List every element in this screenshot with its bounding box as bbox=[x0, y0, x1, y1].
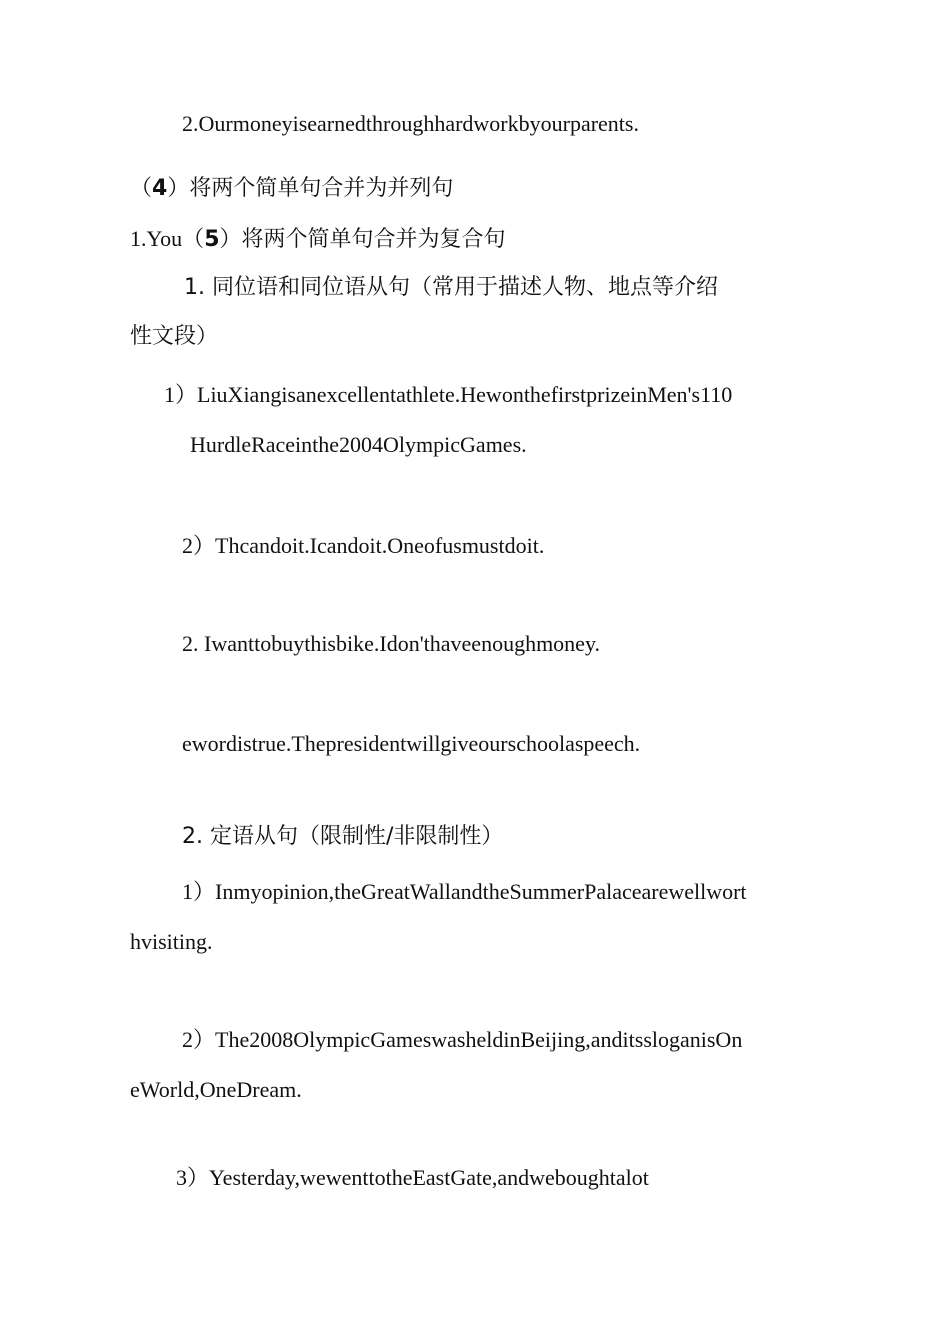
subheading-attributive: 2. 定语从句（限制性/非限制性） bbox=[182, 824, 504, 849]
heading-4-number: 4 bbox=[152, 176, 168, 201]
text-line-liuxiang-cont: HurdleRaceinthe2004OlympicGames. bbox=[190, 432, 527, 457]
heading-4 bbox=[130, 178, 453, 200]
heading-5-text: ）将两个简单句合并为复合句 bbox=[219, 227, 506, 252]
text-line-liuxiang: 1）LiuXiangisanexcellentathlete.HewonthefirstprizeinMen's110 bbox=[164, 382, 733, 407]
heading-4-text: ）将两个简单句合并为并列句 bbox=[167, 176, 454, 201]
subheading-appositive-cont: 性文段） bbox=[130, 324, 219, 349]
text-line-greatwall-cont: hvisiting. bbox=[130, 929, 213, 954]
text-line-bike: 2. Iwanttobuythisbike.Idon'thaveenoughmoney. bbox=[182, 631, 601, 656]
text-line-candoit: 2）Thcandoit.Icandoit.Oneofusmustdoit. bbox=[182, 533, 545, 558]
heading-5-number: 5 bbox=[204, 227, 220, 252]
text-line-greatwall: 1）Inmyopinion,theGreatWallandtheSummerPalacearewellwort bbox=[182, 879, 747, 904]
heading-5-prefix: 1.You（ bbox=[130, 226, 205, 251]
text-line-olympic-cont: eWorld,OneDream. bbox=[130, 1077, 302, 1102]
text-line-eastgate: 3）Yesterday,wewenttotheEastGate,andweboughtalot bbox=[176, 1165, 649, 1190]
subheading-appositive: 1. 同位语和同位语从句（常用于描述人物、地点等介绍 bbox=[184, 275, 718, 300]
heading-5 bbox=[130, 228, 506, 251]
text-line-1: 2.Ourmoneyisearnedthroughhardworkbyourparents. bbox=[182, 111, 639, 136]
text-line-president: ewordistrue.Thepresidentwillgiveourschoolaspeech. bbox=[182, 731, 641, 756]
heading-4-open: （ bbox=[130, 176, 153, 201]
text-line-olympic: 2）The2008OlympicGameswasheldinBeijing,anditssloganisOn bbox=[182, 1027, 743, 1052]
